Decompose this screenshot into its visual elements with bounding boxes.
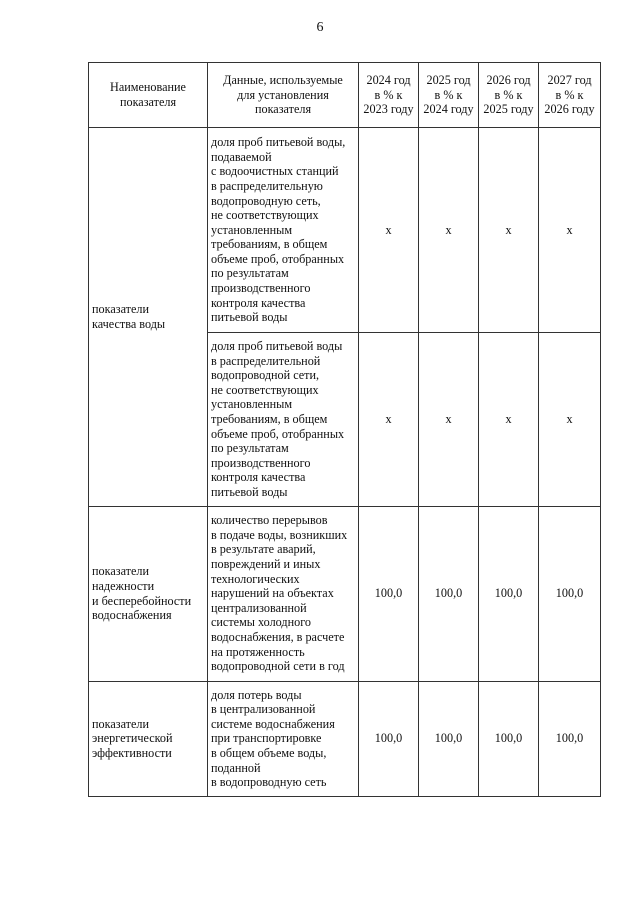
table-row	[89, 128, 601, 333]
indicator-group-name: показатели энергетической эффективности	[89, 681, 208, 796]
table-row	[89, 506, 601, 681]
value-2024: 100,0	[359, 506, 419, 681]
indicator-description: доля потерь воды в централизованной системе водоснабжения при транспортировке в общем объеме воды, поданной в водопроводную сеть	[208, 681, 359, 796]
header-year-2025: 2025 год в % к 2024 году	[419, 63, 479, 128]
indicator-description: количество перерывов в подаче воды, возникших в результате аварий, повреждений и иных технологических нарушений на объектах централизованной системы холодного водоснабжения, в расчете на протяженность водопроводной сети в год	[208, 506, 359, 681]
value-2027: 100,0	[539, 681, 601, 796]
value-2026: 100,0	[479, 506, 539, 681]
header-year-2026: 2026 год в % к 2025 году	[479, 63, 539, 128]
value-2026: x	[479, 128, 539, 333]
value-2027: 100,0	[539, 506, 601, 681]
indicator-group-name: показатели надежности и бесперебойности водоснабжения	[89, 506, 208, 681]
value-2024: x	[359, 128, 419, 333]
value-2026: x	[479, 333, 539, 507]
indicator-group-name: показатели качества воды	[89, 128, 208, 507]
value-2025: x	[419, 128, 479, 333]
value-2026: 100,0	[479, 681, 539, 796]
indicators-table	[88, 62, 601, 797]
header-source-data: Данные, используемые для установления показателя	[208, 63, 359, 128]
table-row	[89, 681, 601, 796]
value-2027: x	[539, 333, 601, 507]
header-indicator-name: Наименование показателя	[89, 63, 208, 128]
indicator-description: доля проб питьевой воды, подаваемой с водоочистных станций в распределительную водопроводную сеть, не соответствующих установленным требованиям, в общем объеме проб, отобранных по результатам производственного контроля качества питьевой воды	[208, 128, 359, 333]
value-2025: 100,0	[419, 681, 479, 796]
value-2025: x	[419, 333, 479, 507]
page-number: 6	[316, 20, 324, 35]
value-2025: 100,0	[419, 506, 479, 681]
value-2024: 100,0	[359, 681, 419, 796]
value-2027: x	[539, 128, 601, 333]
table-header-row	[89, 63, 601, 128]
header-year-2027: 2027 год в % к 2026 году	[539, 63, 601, 128]
indicator-description: доля проб питьевой воды в распределительной водопроводной сети, не соответствующих установленным требованиям, в общем объеме проб, отобранных по результатам производственного контроля качества питьевой воды	[208, 333, 359, 507]
header-year-2024: 2024 год в % к 2023 году	[359, 63, 419, 128]
value-2024: x	[359, 333, 419, 507]
